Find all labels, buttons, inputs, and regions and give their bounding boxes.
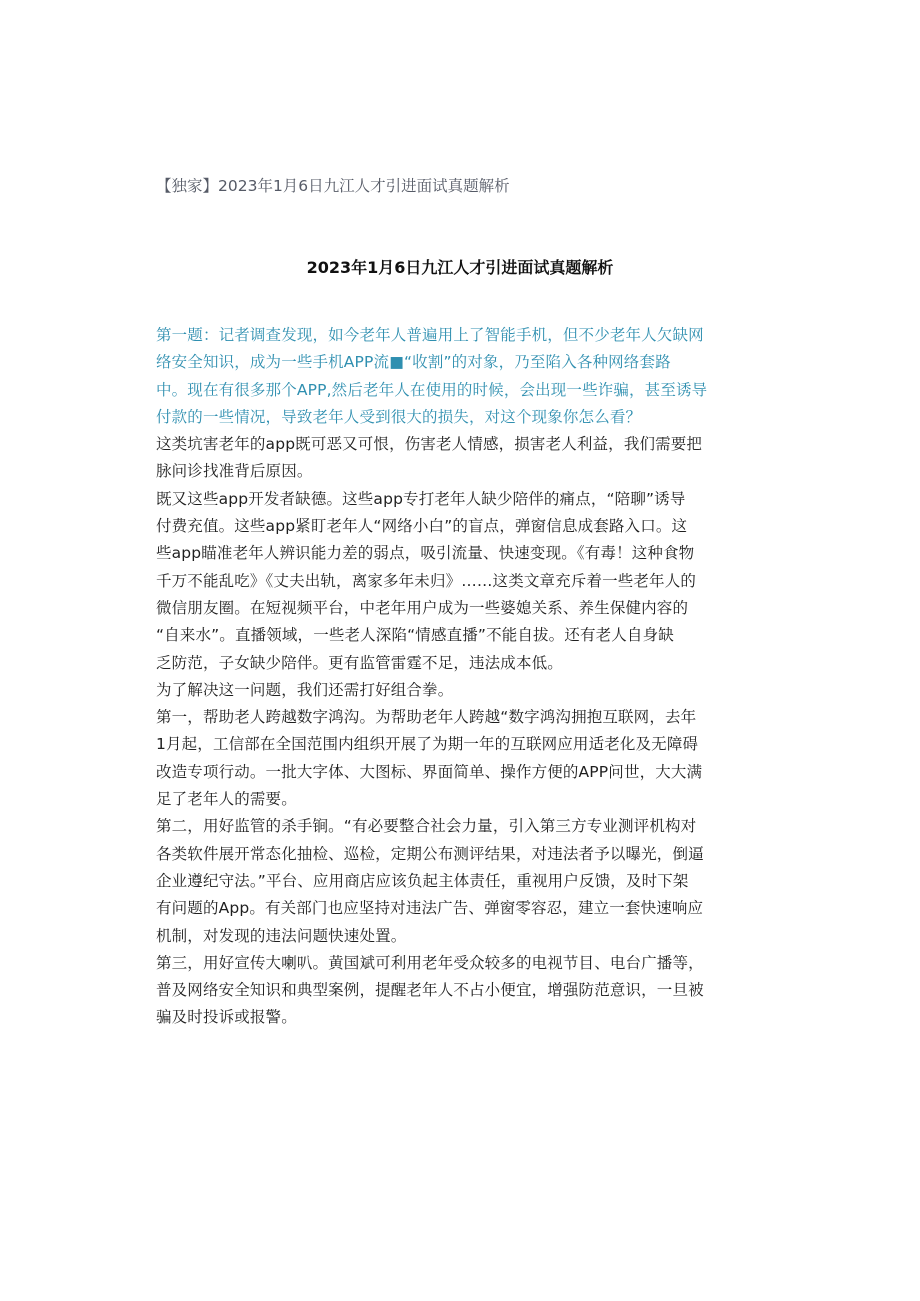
answer-line: 乏防范，子女缺少陪伴。更有监管雷霆不足，违法成本低。 — [156, 653, 563, 672]
document-header: 【独家】2023年1月6日九江人才引进面试真题解析 — [156, 177, 510, 195]
answer-line: 脉问诊找准背后原因。 — [156, 462, 313, 481]
document-body — [156, 322, 768, 1032]
answer-line: 千万不能乱吃》《丈夫出轨，离家多年未归》……这类文章充斥着一些老年人的 — [156, 571, 697, 590]
answer-line: 这类坑害老年的app既可恶又可恨，伤害老人情感，损害老人利益，我们需要把 — [156, 435, 703, 454]
answer-line: 第一，帮助老人跨越数字鸿沟。为帮助老年人跨越“数字鸿沟拥抱互联网，去年 — [156, 708, 697, 727]
answer-line: 1月起，工信部在全国范围内组织开展了为期一年的互联网应用适老化及无障碍 — [156, 735, 699, 754]
answer-block — [156, 431, 768, 1032]
answer-line: 有问题的App。有关部门也应坚持对违法广告、弹窗零容忍，建立一套快速响应 — [156, 899, 704, 918]
answer-line: 骗及时投诉或报警。 — [156, 1008, 297, 1027]
document-title: 2023年1月6日九江人才引进面试真题解析 — [306, 258, 614, 277]
answer-line: 普及网络安全知识和典型案例，提醒老年人不占小便宜，增强防范意识，一旦被 — [156, 981, 704, 1000]
question-line: 付款的一些情况，导致老年人受到很大的损失，对这个现象你怎么看？ — [156, 407, 642, 426]
answer-line: 既又这些app开发者缺德。这些app专打老年人缺少陪伴的痛点，“陪聊”诱导 — [156, 489, 686, 508]
answer-line: 足了老年人的需要。 — [156, 790, 297, 809]
answer-line: 第三，用好宣传大喇叭。黄国斌可利用老年受众较多的电视节目、电台广播等， — [156, 953, 704, 972]
question-block — [156, 322, 768, 431]
question-line: 第一题：记者调查发现，如今老年人普遍用上了智能手机，但不少老年人欠缺网 — [156, 326, 704, 344]
answer-line: 第二，用好监管的杀手锏。“有必要整合社会力量，引入第三方专业测评机构对 — [156, 817, 697, 836]
question-line: 络安全知识，成为一些手机APP流■“收割”的对象，乃至陷入各种网络套路 — [156, 353, 671, 372]
answer-line: 各类软件展开常态化抽检、巡检，定期公布测评结果，对违法者予以曝光，倒逼 — [156, 844, 704, 863]
answer-line: 机制，对发现的违法问题快速处置。 — [156, 926, 407, 945]
answer-line: 付费充值。这些app紧盯老年人“网络小白”的盲点，弹窗信息成套路入口。这 — [156, 517, 688, 536]
question-line: 中。现在有很多那个APP,然后老年人在使用的时候，会出现一些诈骗，甚至诱导 — [156, 380, 708, 399]
answer-line: 改造专项行动。一批大字体、大图标、界面简单、操作方便的APP问世，大大满 — [156, 762, 703, 781]
answer-line: “自来水”。直播领域，一些老人深陷“情感直播”不能自拔。还有老人自身缺 — [156, 626, 674, 645]
answer-line: 企业遵纪守法。”平台、应用商店应该负起主体责任，重视用户反馈，及时下架 — [156, 871, 689, 890]
answer-line: 微信朋友圈。在短视频平台，中老年用户成为一些婆媳关系、养生保健内容的 — [156, 598, 689, 617]
answer-line: 为了解决这一问题，我们还需打好组合拳。 — [156, 680, 454, 699]
answer-line: 些app瞄准老年人辨识能力差的弱点，吸引流量、快速变现。《有毒！这种食物 — [156, 544, 695, 563]
